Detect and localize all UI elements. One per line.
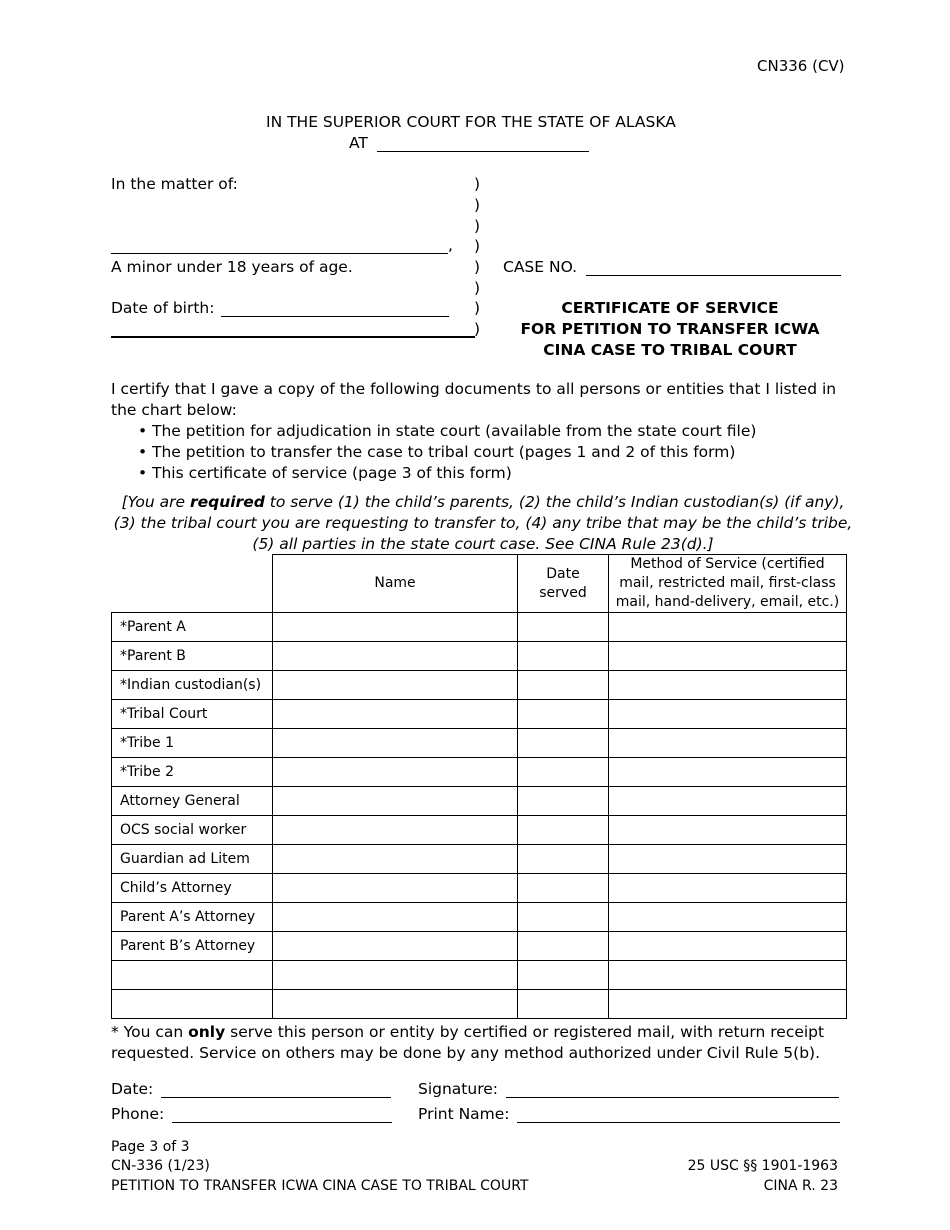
header-method-line: mail, hand-delivery, email, etc.) (615, 594, 840, 610)
party-label: *Parent B (112, 642, 273, 671)
note-line-1 (111, 492, 855, 513)
document-item: • This certificate of service (page 3 of this form) (138, 463, 756, 484)
method-cell[interactable] (609, 816, 847, 845)
name-cell[interactable] (273, 903, 518, 932)
date-cell[interactable] (518, 758, 609, 787)
comma: , (448, 236, 453, 254)
note-line1-rest: to serve (1) the child’s parents, (2) the child’s Indian custodian(s) (if any), (264, 493, 845, 511)
footnote-rest: serve this person or entity by certified or registered mail, with return receipt (225, 1023, 825, 1041)
header-date-line: Date (546, 565, 580, 582)
paren: ) (474, 320, 481, 338)
header-date (518, 555, 609, 613)
print-name-line (418, 1105, 840, 1123)
date-cell[interactable] (518, 874, 609, 903)
name-cell[interactable] (273, 758, 518, 787)
header-blank (112, 555, 273, 613)
party-label: *Tribal Court (112, 700, 273, 729)
table-row (112, 758, 847, 787)
case-no-field[interactable] (586, 259, 841, 276)
party-label: *Tribe 2 (112, 758, 273, 787)
paren: ) (474, 258, 481, 276)
method-cell[interactable] (609, 932, 847, 961)
paren: ) (474, 217, 481, 235)
dob-label: Date of birth: (111, 299, 215, 317)
date-line (111, 1080, 391, 1098)
date-label: Date: (111, 1080, 154, 1098)
phone-label: Phone: (111, 1105, 165, 1123)
method-cell[interactable] (609, 700, 847, 729)
dob-line (111, 299, 449, 317)
paren: ) (474, 299, 481, 317)
header-method-line: mail, restricted mail, first-class (619, 575, 836, 591)
table-row (112, 613, 847, 642)
method-cell[interactable] (609, 961, 847, 990)
name-cell[interactable] (273, 845, 518, 874)
date-cell[interactable] (518, 961, 609, 990)
name-cell[interactable] (273, 990, 518, 1019)
name-cell[interactable] (273, 874, 518, 903)
paren: ) (474, 279, 481, 297)
header-method-line: Method of Service (certified (630, 556, 825, 572)
method-cell[interactable] (609, 787, 847, 816)
page-number: Page 3 of 3 (111, 1139, 190, 1155)
document-item: • The petition to transfer the case to tribal court (pages 1 and 2 of this form) (138, 442, 756, 463)
date-field[interactable] (161, 1081, 391, 1098)
print-name-field[interactable] (517, 1106, 840, 1123)
signature-field[interactable] (506, 1081, 839, 1098)
method-cell[interactable] (609, 642, 847, 671)
table-row (112, 729, 847, 758)
dob-field[interactable] (221, 300, 449, 317)
footnote-star: * You can (111, 1023, 189, 1041)
phone-line (111, 1105, 392, 1123)
name-cell[interactable] (273, 700, 518, 729)
paren: ) (474, 196, 481, 214)
name-cell[interactable] (273, 671, 518, 700)
date-cell[interactable] (518, 845, 609, 874)
certify-line-2: the chart below: (111, 401, 237, 419)
date-cell[interactable] (518, 932, 609, 961)
date-cell[interactable] (518, 613, 609, 642)
form-number: CN-336 (1/23) (111, 1158, 210, 1174)
party-label: *Parent A (112, 613, 273, 642)
print-name-label: Print Name: (418, 1105, 510, 1123)
table-row (112, 787, 847, 816)
document-list (138, 421, 756, 484)
party-label: *Indian custodian(s) (112, 671, 273, 700)
footnote-only: only (188, 1023, 226, 1041)
name-cell[interactable] (273, 961, 518, 990)
name-cell[interactable] (273, 642, 518, 671)
party-label: Parent A’s Attorney (112, 903, 273, 932)
table-row (112, 642, 847, 671)
table-row (112, 816, 847, 845)
method-cell[interactable] (609, 613, 847, 642)
party-label: Guardian ad Litem (112, 845, 273, 874)
name-cell[interactable] (273, 932, 518, 961)
table-row (112, 903, 847, 932)
table-header-row (112, 555, 847, 613)
form-title (490, 298, 850, 361)
location-field[interactable] (377, 135, 589, 152)
table-row (112, 700, 847, 729)
footnote-line-1 (111, 1023, 824, 1041)
party-label: *Tribe 1 (112, 729, 273, 758)
minor-name-field[interactable] (111, 236, 448, 254)
note-required: required (189, 493, 265, 511)
title-line-3: CINA CASE TO TRIBAL COURT (543, 341, 797, 359)
title-line-1: CERTIFICATE OF SERVICE (561, 299, 779, 317)
date-cell[interactable] (518, 671, 609, 700)
paren: ) (474, 237, 481, 255)
minor-name-line (111, 236, 453, 254)
at-line (349, 134, 589, 152)
at-label: AT (349, 134, 368, 152)
party-label: Parent B’s Attorney (112, 932, 273, 961)
form-code-top: CN336 (CV) (757, 57, 845, 75)
party-label-blank[interactable] (112, 990, 273, 1019)
form-footer-title: PETITION TO TRANSFER ICWA CINA CASE TO TRIBAL COURT (111, 1178, 529, 1194)
header-date-line: served (539, 584, 587, 601)
date-cell[interactable] (518, 990, 609, 1019)
service-requirement-note (111, 492, 855, 555)
caption-divider (111, 336, 475, 338)
method-cell[interactable] (609, 990, 847, 1019)
service-table (111, 554, 847, 1019)
name-cell[interactable] (273, 613, 518, 642)
note-line-3: (5) all parties in the state court case. See CINA Rule 23(d).] (252, 535, 714, 553)
phone-field[interactable] (172, 1106, 392, 1123)
header-name: Name (273, 555, 518, 613)
table-row (112, 874, 847, 903)
document-item: • The petition for adjudication in state court (available from the state court file) (138, 421, 756, 442)
table-row (112, 961, 847, 990)
date-cell[interactable] (518, 700, 609, 729)
method-cell[interactable] (609, 758, 847, 787)
table-row (112, 990, 847, 1019)
date-cell[interactable] (518, 816, 609, 845)
paren: ) (474, 175, 481, 193)
minor-label: A minor under 18 years of age. (111, 258, 353, 276)
case-no-line (503, 258, 841, 276)
party-label-blank[interactable] (112, 961, 273, 990)
method-cell[interactable] (609, 671, 847, 700)
table-row (112, 845, 847, 874)
signature-label: Signature: (418, 1080, 498, 1098)
table-row (112, 671, 847, 700)
date-cell[interactable] (518, 642, 609, 671)
rule-citation: CINA R. 23 (763, 1178, 838, 1194)
signature-line (418, 1080, 839, 1098)
date-cell[interactable] (518, 729, 609, 758)
name-cell[interactable] (273, 787, 518, 816)
court-heading: IN THE SUPERIOR COURT FOR THE STATE OF ALASKA (266, 113, 676, 131)
method-cell[interactable] (609, 729, 847, 758)
party-label: Child’s Attorney (112, 874, 273, 903)
method-cell[interactable] (609, 874, 847, 903)
method-cell[interactable] (609, 845, 847, 874)
note-open: [You are (121, 493, 190, 511)
name-cell[interactable] (273, 816, 518, 845)
date-cell[interactable] (518, 903, 609, 932)
usc-citation: 25 USC §§ 1901-1963 (687, 1158, 838, 1174)
party-label: OCS social worker (112, 816, 273, 845)
method-cell[interactable] (609, 903, 847, 932)
matter-label: In the matter of: (111, 175, 238, 193)
table-row (112, 932, 847, 961)
party-label: Attorney General (112, 787, 273, 816)
case-no-label: CASE NO. (503, 258, 578, 276)
footnote-line-2: requested. Service on others may be done by any method authorized under Civil Rule 5(b). (111, 1044, 821, 1062)
name-cell[interactable] (273, 729, 518, 758)
note-line-2: (3) the tribal court you are requesting to transfer to, (4) any tribe that may be the child’s tribe, (113, 514, 853, 532)
date-cell[interactable] (518, 787, 609, 816)
title-line-2: FOR PETITION TO TRANSFER ICWA (520, 320, 820, 338)
certify-line-1: I certify that I gave a copy of the following documents to all persons or entities that I listed in (111, 380, 837, 398)
header-method (609, 555, 847, 613)
